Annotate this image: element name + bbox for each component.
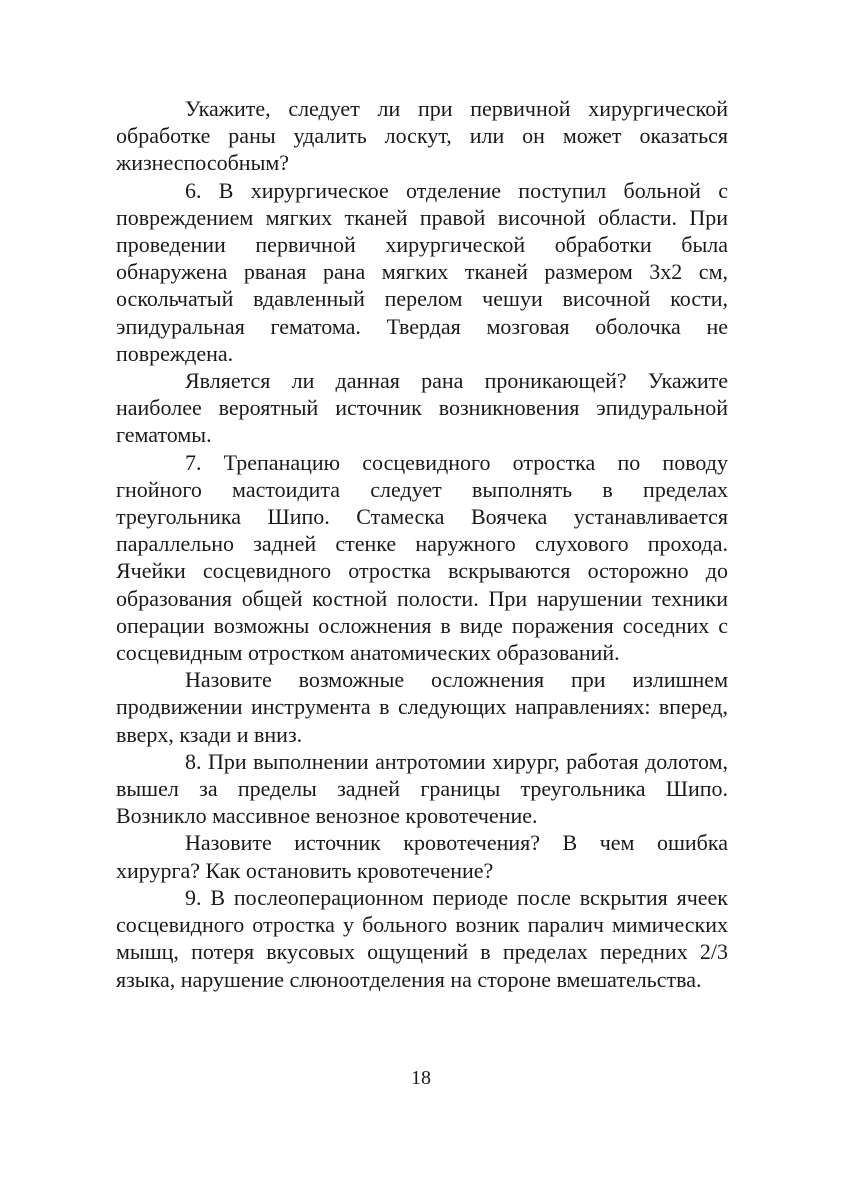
paragraph-question-6: Является ли данная рана проникающей? Укажите наиболее вероятный источник возникновения эпидуральной гематомы.: [116, 368, 728, 448]
paragraph-question-7: Назовите возможные осложнения при излишнем продвижении инструмента в следующих направлениях: вперед, вверх, кзади и вниз.: [116, 667, 728, 747]
paragraph-question-8: Назовите источник кровотечения? В чем ошибка хирурга? Как остановить кровотечение?: [116, 830, 728, 883]
paragraph-task-6: 6. В хирургическое отделение поступил больной с повреждением мягких тканей правой височной области. При проведении первичной хирургической обработки была обнаружена рваная рана мягких тканей размером 3x2 см, оскольчатый вдавленный перелом чешуи височной кости, эпидуральная гематома. Твердая мозговая оболочка не повреждена.: [116, 177, 728, 366]
paragraph-task-9: 9. В послеоперационном периоде после вскрытия ячеек сосцевидного отростка у больного возник паралич мимических мышц, потеря вкусовых ощущений в пределах передних 2/3 языка, нарушение слюноотделения на стороне вмешательства.: [116, 884, 728, 992]
body-text: [116, 95, 728, 993]
paragraph-task-8: 8. При выполнении антротомии хирург, работая долотом, вышел за пределы задней границы треугольника Шипо. Возникло массивное венозное кровотечение.: [116, 748, 728, 829]
paragraph-task-7: 7. Трепанацию сосцевидного отростка по поводу гнойного мастоидита следует выполнять в пределах треугольника Шипо. Стамеска Воячека устанавливается параллельно задней стенке наружного слухового прохода. Ячейки сосцевидного отростка вскрываются осторожно до образования общей костной полости. При нарушении техники операции возможны осложнения в виде поражения соседних с сосцевидным отростком анатомических образований.: [116, 449, 728, 666]
paragraph-question-flap: Укажите, следует ли при первичной хирургической обработке раны удалить лоскут, или он может оказаться жизнеспособным?: [116, 96, 728, 176]
page-number: 18: [411, 1067, 431, 1089]
